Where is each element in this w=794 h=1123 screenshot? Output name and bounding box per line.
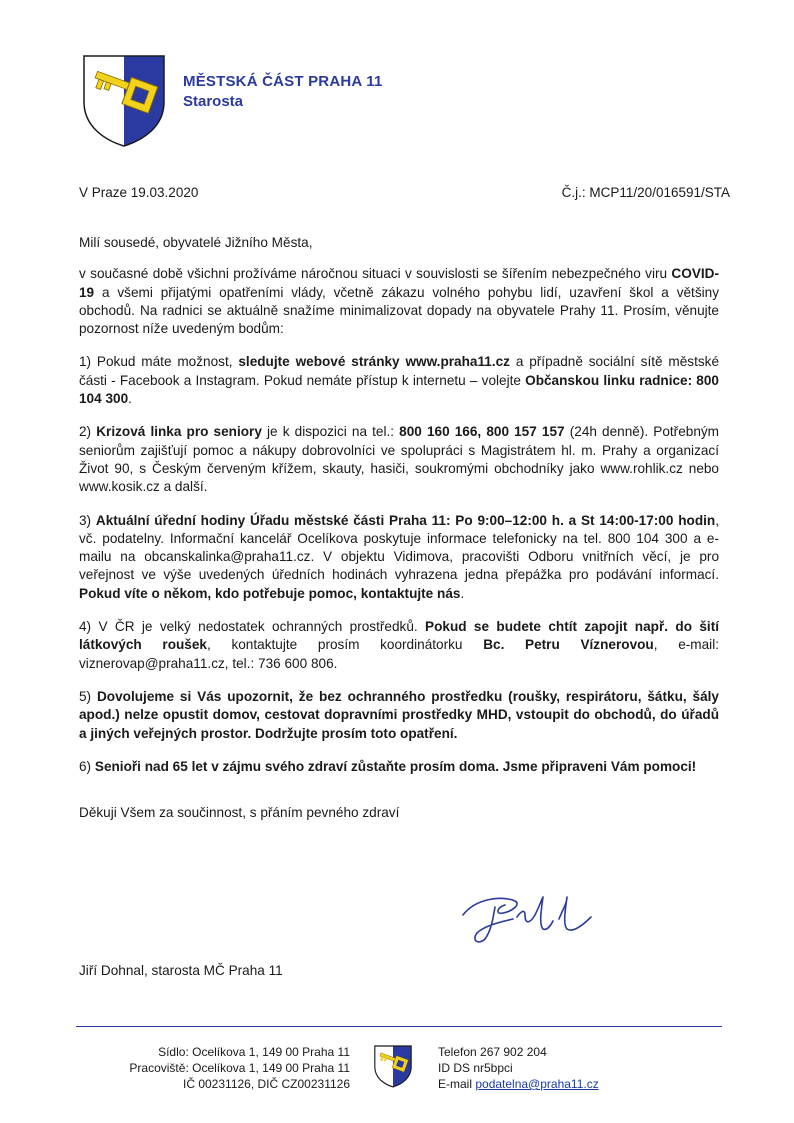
text: . [460,585,465,601]
footer-coat-of-arms-icon [373,1043,413,1089]
bold-text: Pokud se budete chtít zapojit např. do šití látkových roušek [79,619,720,653]
letter-date: V Praze 19.03.2020 [79,185,199,200]
bold-text: 800 160 166, 800 157 157 [399,424,565,440]
footer-email-line [438,1076,599,1092]
paragraph-3 [79,512,719,603]
text: (24h denně). Potřebným seniorům zajišťují pomoc a nákupy dobrovolníci ve spolupráci s Magistrátem hl. m. Prahy a organizací Život 90, s Českým červeným křížem, skauty, hasiči, soukromými obchodníky jako www.rohlik.cz nebo www.kosik.cz a další. [79,424,720,495]
bold-text: Krizová linka pro seniory [96,424,262,440]
bold-text: Aktuální úřední hodiny Úřadu městské části Praha 11: Po 9:00–12:00 h. a St 14:00-17:00 hodin [95,512,716,528]
footer-workplace: Pracoviště: Ocelíkova 1, 149 00 Praha 11 [129,1061,350,1075]
signature-image [455,885,605,947]
text: v současné době všichni prožíváme náročnou situaci v souvislosti se šířením nebezpečného viru [79,266,672,282]
text: , e-mail: viznerovap@praha11.cz, tel.: 736 600 806. [79,637,719,671]
text: , vč. podatelny. Informační kancelář Ocelíkova poskytuje informace telefonicky na tel. 800 104 300 a e-mailu na obcanskalinka@praha11.cz. V objektu Vidimova, pracovišti Odboru vnitřních věcí, je pro veřejnost ve výše uvedených úředních hodinách vyhrazena jedna přepážka pro podávání informací. [79,512,719,583]
text: 2) [79,424,97,440]
text: , kontaktujte prosím koordinátorku [206,637,484,653]
text: 4) V ČR je velký nedostatek ochranných prostředků. [79,619,426,635]
footer-divider [76,1026,722,1027]
footer-email-label: E-mail [438,1077,476,1091]
paragraph-intro [79,265,719,338]
coat-of-arms-icon [80,52,168,148]
text: 1) Pokud máte možnost, [79,354,239,370]
footer-ids: IČ 00231126, DIČ CZ00231126 [183,1077,350,1091]
bold-text: Senioři nad 65 let v zájmu svého zdraví zůstaňte prosím doma. Jsme připraveni Vám pomoci! [94,758,697,774]
text: je k dispozici na tel.: [261,424,400,440]
text: a všemi přijatými opatřeními vlády, včetně zákazu volného pohybu lidí, uzavření škol a většiny obchodů. Na radnici se aktuálně snažíme minimalizovat dopady na obyvatele Prahy 11. Prosím, věnujte pozornost níže uvedeným bodům: [79,284,719,337]
footer-address [76,1044,350,1092]
paragraph-6 [79,758,719,776]
reference-number: Č.j.: MCP11/20/016591/STA [561,185,730,200]
bold-text: COVID-19 [79,266,719,300]
footer-email-link[interactable]: podatelna@praha11.cz [475,1077,599,1091]
organization-role: Starosta [183,93,244,110]
paragraph-2 [79,423,719,496]
footer-contacts [438,1044,599,1092]
text: 6) [79,758,95,774]
footer-data-box: ID DS nr5bpci [438,1061,513,1075]
paragraph-1 [79,353,719,408]
bold-text: sledujte webové stránky www.praha11.cz [238,354,510,370]
greeting: Milí sousedé, obyvatelé Jižního Města, [79,235,313,250]
paragraph-4 [79,618,719,673]
paragraph-5 [79,688,719,743]
bold-text: Občanskou linku radnice: 800 104 300 [79,372,719,407]
organization-header [183,73,383,110]
organization-name: MĚSTSKÁ ČÁST PRAHA 11 [183,73,383,90]
footer-seat: Sídlo: Ocelíkova 1, 149 00 Praha 11 [158,1045,350,1059]
letter-body [79,234,719,837]
text: 5) [79,688,97,704]
text: 3) [79,512,96,528]
bold-text: Bc. Petru Víznerovou [483,637,654,653]
bold-text: Pokud víte o někom, kdo potřebuje pomoc, kontaktujte nás [79,585,461,601]
text: a případně sociální sítě městské části - Facebook a Instagram. Pokud nemáte přístup k internetu – volejte [79,354,719,388]
closing: Děkuji Všem za součinnost, s přáním pevného zdraví [79,805,400,821]
text: . [128,391,132,407]
bold-text: Dovolujeme si Vás upozornit, že bez ochranného prostředku (roušky, respirátoru, šátku, šály apod.) nelze opustit domov, cestovat dopravními prostředky MHD, vstoupit do obchodů, do úřadů a jiných veřejných prostor. Dodržujte prosím toto opatření. [79,688,719,741]
footer-phone: Telefon 267 902 204 [438,1045,547,1059]
signer-name: Jiří Dohnal, starosta MČ Praha 11 [79,963,283,978]
